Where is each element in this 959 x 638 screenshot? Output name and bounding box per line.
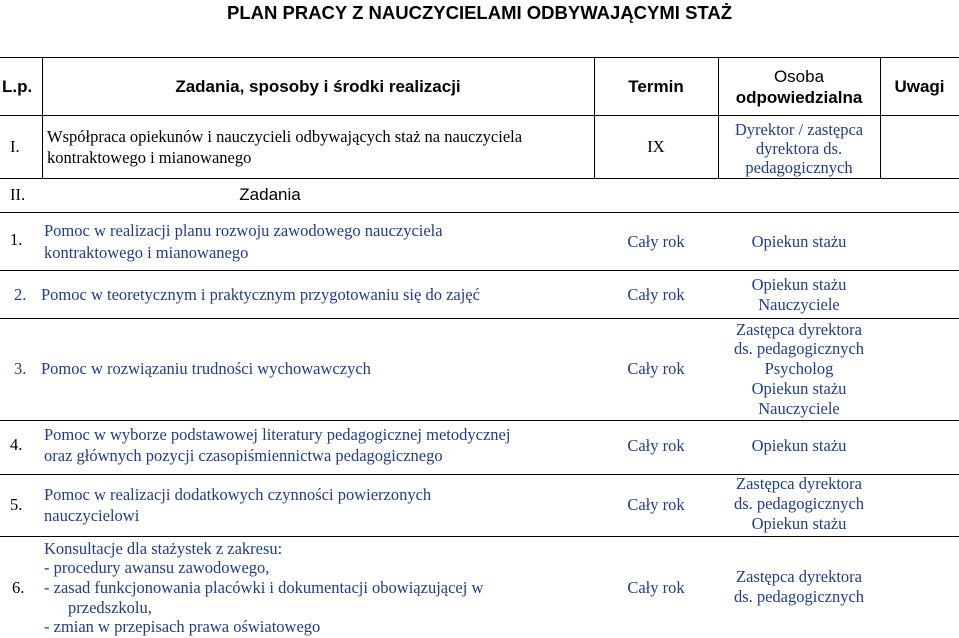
row3-responsible-line3: Psycholog: [764, 359, 834, 378]
page-title: PLAN PRACY Z NAUCZYCIELAMI ODBYWAJĄCYMI STAŻ: [227, 2, 732, 23]
header-lp: L.p.: [2, 77, 33, 96]
header-tasks: Zadania, sposoby i środki realizacji: [175, 77, 461, 96]
row6-number: 6.: [12, 578, 25, 597]
row3-number: 3.: [14, 359, 27, 378]
row4-term: Cały rok: [627, 436, 685, 455]
row6-text-line5: - zmian w przepisach prawa oświatowego: [44, 617, 321, 636]
row6-text-line4: przedszkolu,: [68, 598, 152, 617]
row3-term: Cały rok: [627, 359, 685, 378]
row5-responsible-line2: ds. pedagogicznych: [733, 494, 865, 513]
row2-bottom-border: [0, 318, 959, 319]
row2-responsible-line1: Opiekun stażu: [751, 275, 847, 294]
section1-text-line1: Współpraca opiekunów i nauczycieli odbywających staż na nauczyciela: [47, 127, 523, 146]
table-top-border: [0, 57, 959, 58]
row2-text: Pomoc w teoretycznym i praktycznym przygotowaniu się do zajęć: [41, 285, 480, 304]
section1-responsible-line3: pedagogicznych: [745, 158, 853, 177]
row3-text: Pomoc w rozwiązaniu trudności wychowawczych: [41, 359, 371, 378]
header-bottom-border: [0, 115, 959, 116]
section1-responsible-line2: dyrektora ds.: [755, 139, 843, 158]
row1-text-line1: Pomoc w realizacji planu rozwoju zawodowego nauczyciela: [44, 221, 443, 240]
col-resp-divider: [880, 57, 881, 178]
row1-responsible: Opiekun stażu: [751, 232, 847, 251]
row4-text-line1: Pomoc w wyborze podstawowej literatury pedagogicznej metodycznej: [44, 425, 511, 444]
header-responsible-line1: Osoba: [773, 67, 825, 86]
row4-text-line2: oraz głównych pozycji czasopiśmiennictwa pedagogicznego: [44, 446, 443, 465]
row2-term: Cały rok: [627, 285, 685, 304]
row5-responsible-line1: Zastępca dyrektora: [736, 474, 862, 493]
row5-number: 5.: [10, 495, 23, 514]
row5-text-line1: Pomoc w realizacji dodatkowych czynności powierzonych: [44, 485, 432, 504]
row3-responsible-line1: Zastępca dyrektora: [736, 320, 862, 339]
row6-text-line2: - procedury awansu zawodowego,: [44, 558, 270, 577]
row1-text-line2: kontraktowego i mianowanego: [44, 243, 249, 262]
row5-term: Cały rok: [627, 495, 685, 514]
col-tasks-divider: [594, 57, 595, 178]
row6-text-line3: - zasad funkcjonowania placówki i dokumentacji obowiązującej w: [44, 578, 484, 597]
row6-responsible-line2: ds. pedagogicznych: [733, 587, 865, 606]
row5-bottom-border: [0, 536, 959, 537]
row3-bottom-border: [0, 420, 959, 421]
row6-responsible-line1: Zastępca dyrektora: [736, 567, 862, 586]
header-responsible-line2: odpowiedzialna: [735, 88, 863, 107]
row5-text-line2: nauczycielowi: [44, 506, 140, 525]
header-term: Termin: [628, 77, 684, 96]
row2-number: 2.: [14, 285, 27, 304]
row3-responsible-line5: Nauczyciele: [758, 399, 840, 418]
row4-number: 4.: [10, 435, 23, 454]
section2-label: Zadania: [239, 185, 301, 204]
section2-bottom-border: [0, 212, 959, 213]
section1-text-line2: kontraktowego i mianowanego: [47, 148, 252, 167]
section1-number: I.: [10, 137, 20, 156]
section1-responsible-line1: Dyrektor / zastępca: [734, 120, 864, 139]
row3-responsible-line2: ds. pedagogicznych: [733, 339, 865, 358]
row1-number: 1.: [10, 230, 23, 249]
row2-responsible-line2: Nauczyciele: [758, 295, 840, 314]
row3-responsible-line4: Opiekun stażu: [751, 379, 847, 398]
row1-bottom-border: [0, 270, 959, 271]
row5-responsible-line3: Opiekun stażu: [751, 514, 847, 533]
header-notes: Uwagi: [894, 77, 945, 96]
section1-term: IX: [647, 137, 665, 156]
row6-term: Cały rok: [627, 578, 685, 597]
row6-text-line1: Konsultacje dla stażystek z zakresu:: [44, 539, 283, 558]
col-lp-divider: [42, 57, 43, 178]
row1-term: Cały rok: [627, 232, 685, 251]
section2-number: II.: [10, 185, 26, 204]
row4-responsible: Opiekun stażu: [751, 436, 847, 455]
